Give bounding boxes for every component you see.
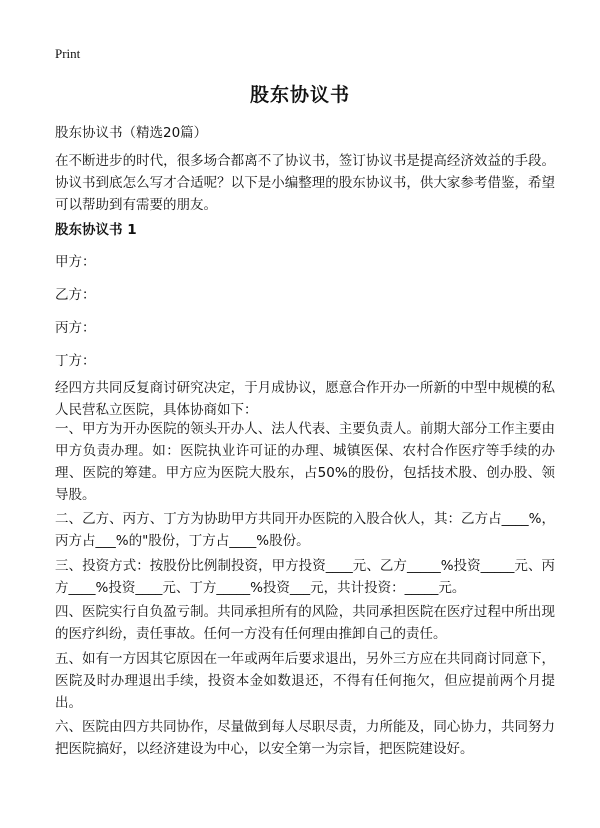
paragraph-clause-1: 一、甲方为开办医院的领头开办人、法人代表、主要负责人。前期大部分工作主要由甲方负责办理。如：医院执业许可证的办理、城镇医保、农村合作医疗等手续的办理、医院的筹建。甲方应为医院大股东，占50%的股份，包括技术股、创办股、领导股。 — [55, 421, 555, 503]
paragraph-clause-3: 三、投资方式：按股份比例制投资，甲方投资____元、乙方_____%投资_____元、丙方____%投资____元、丁方_____%投资___元，共计投资：_____元。 — [55, 558, 555, 596]
paragraph-clause-6: 六、医院由四方共同协作，尽量做到每人尽职尽责，力所能及，同心协力，共同努力把医院搞好，以经济建设为中心，以安全第一为宗旨，把医院建设好。 — [55, 719, 555, 757]
paragraph-negotiation: 经四方共同反复商讨研究决定，于月成协议，愿意合作开办一所新的中型中规模的私人民营私立医院，具体协商如下： — [55, 380, 555, 418]
section-heading: 股东协议书 1 — [55, 222, 137, 238]
print-label: Print — [55, 46, 81, 61]
party-c-field: 丙方： — [55, 320, 96, 336]
document-title: 股东协议书 — [249, 84, 350, 106]
paragraph-clause-4: 四、医院实行自负盈亏制。共同承担所有的风险，共同承担医院在医疗过程中所出现的医疗纠纷，责任事故。任何一方没有任何理由推卸自己的责任。 — [55, 604, 555, 642]
paragraph-clause-5: 五、如有一方因其它原因在一年或两年后要求退出，另外三方应在共同商讨同意下，医院及时办理退出手续，投资本金如数退还，不得有任何拖欠，但应提前两个月提出。 — [55, 651, 555, 711]
document-subtitle: 股东协议书（精选20篇） — [55, 125, 208, 141]
paragraph-clause-2: 二、乙方、丙方、丁方为协助甲方共同开办医院的入股合伙人，其：乙方占____%，丙方占___%的"股份，丁方占____%股份。 — [55, 511, 555, 549]
party-d-field: 丁方： — [55, 353, 96, 369]
intro-paragraph: 在不断进步的时代，很多场合都离不了协议书，签订协议书是提高经济效益的手段。协议书到底怎么写才合适呢？以下是小编整理的股东协议书，供大家参考借鉴，希望可以帮助到有需要的朋友。 — [55, 153, 555, 213]
party-a-field: 甲方： — [55, 254, 96, 270]
party-b-field: 乙方： — [55, 287, 96, 303]
